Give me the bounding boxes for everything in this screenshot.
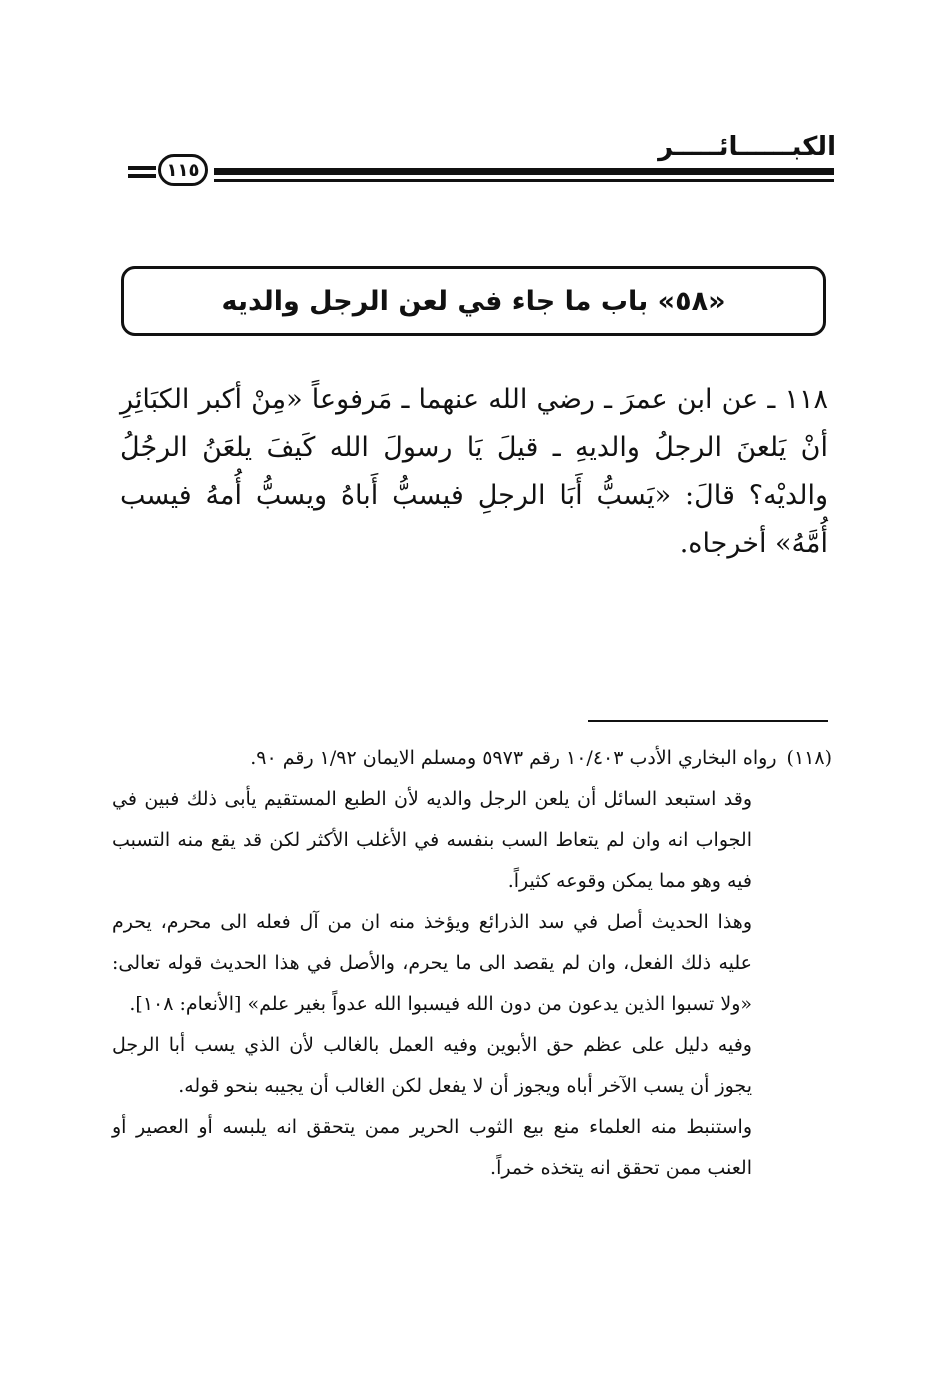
hadith-body [120,376,828,568]
chapter-title-box [121,266,826,336]
footnote-source-line [112,738,832,779]
footnote-paragraph-3: وفيه دليل على عظم حق الأبوين وفيه العمل بالغالب لأن الذي يسب أبا الرجل يجوز أن يسب الآخر أباه ويجوز أن لا يفعل لكن الغالب أن يجيبه بنحو قوله. [112,1034,752,1097]
header-rule-short-top [128,166,156,170]
footnote-paragraph-1: وقد استبعد السائل أن يلعن الرجل والديه لأن الطبع المستقيم يأبى ذلك فبين في الجواب انه وان لم يتعاط السب بنفسه في الأغلب الأكثر لكن قد يقع منه التسبب فيه وهو مما يمكن وقوعه كثيراً. [112,788,752,892]
header-rule-thin [214,179,834,182]
footnotes [112,738,832,1189]
footnote-separator [588,720,828,722]
running-title: الكبــــــائـــــر [658,132,836,162]
footnote-source: رواه البخاري الأدب ١٠/٤٠٣ رقم ٥٩٧٣ ومسلم الايمان ١/٩٢ رقم ٩٠. [250,747,777,769]
chapter-title: «٥٨» باب ما جاء في لعن الرجل والديه [221,285,726,317]
footnote-number: (١١٨) [786,747,832,769]
header-rule-thick [214,168,834,175]
footnote-paragraph-4: واستنبط منه العلماء منع بيع الثوب الحرير ممن يتحقق انه يلبسه أو العصير أو العنب ممن تحقق انه يتخذه خمراً. [112,1116,752,1179]
hadith-text: ١١٨ ـ عن ابن عمرَ ـ رضي الله عنهما ـ مَرفوعاً «مِنْ أكبر الكبَائِرِ أنْ يَلعنَ الرجلُ والديهِ ـ قيلَ يَا رسولَ الله كَيفَ يلعَنُ الرجُلُ والديْه؟ قالَ: «يَسبُّ أَبَا الرجلِ فيسبُّ أَباهُ ويسبُّ أُمهُ فيسب أُمَّهُ» أخرجاه. [120,384,828,559]
header-rule-short-bottom [128,174,156,178]
footnote-paragraph-2: وهذا الحديث أصل في سد الذرائع ويؤخذ منه ان من آل فعله الى محرم، يحرم عليه ذلك الفعل، وان لم يقصد الى ما يحرم، والأصل في هذا الحديث قوله تعالى: «ولا تسبوا الذين يدعون من دون الله فيسبوا الله عدواً بغير علم» [الأنعام: ١٠٨]. [112,911,752,1015]
page-number: ١١٥ [158,154,208,186]
